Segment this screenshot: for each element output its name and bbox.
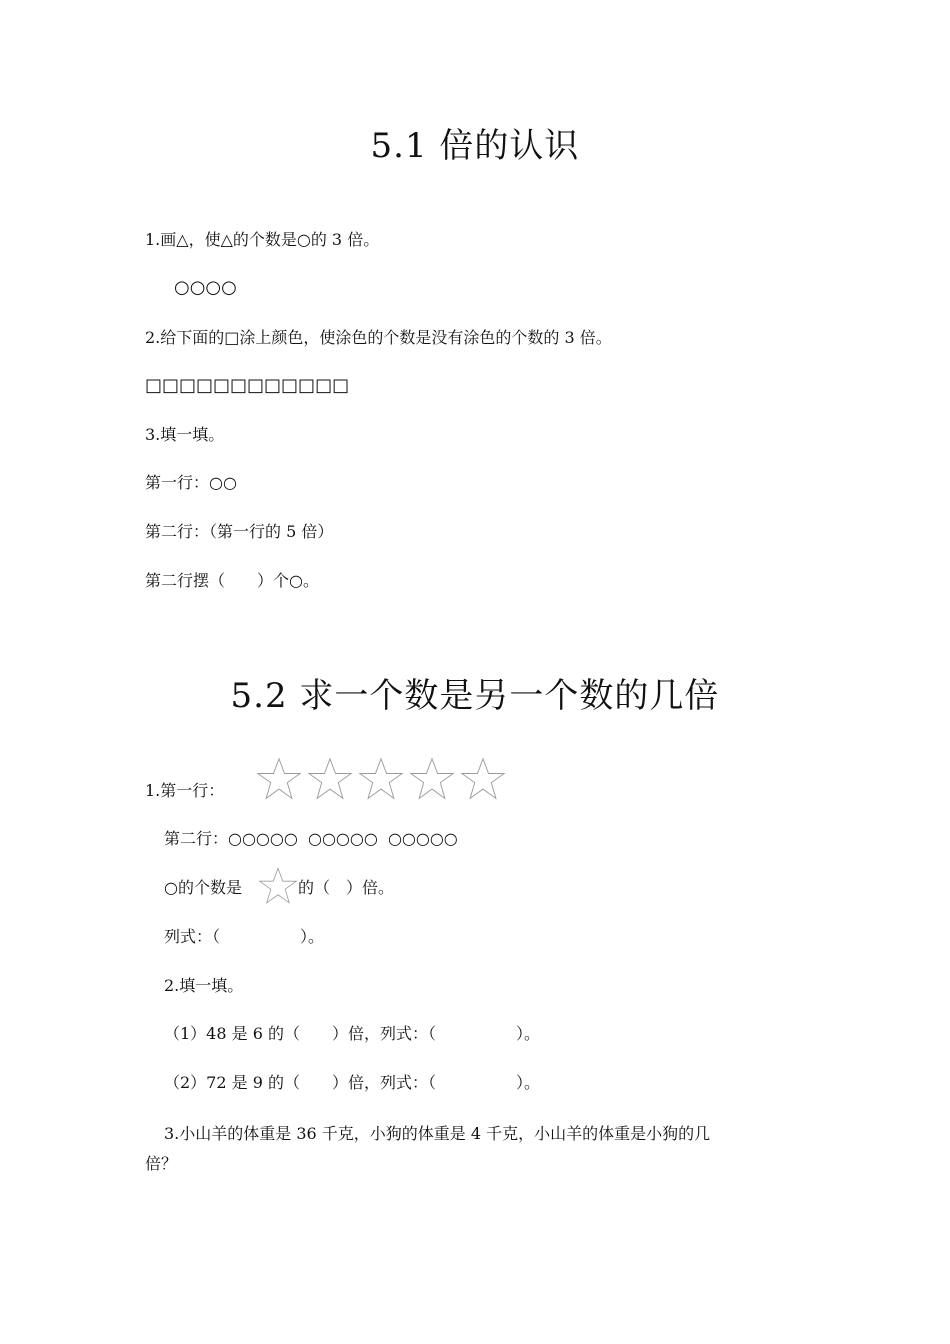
question-2-2: 2.填一填。 [164,976,244,995]
question-2-2-item-1: （1）48 是 6 的（ ）倍，列式：（ ）。 [164,1024,540,1043]
section-2-title: 5.2 求一个数是另一个数的几倍 [230,676,720,716]
question-2-1-prompt-end: 的（ ）倍。 [298,878,395,897]
star-icon [460,756,506,802]
question-1-2: 2.给下面的□涂上颜色，使涂色的个数是没有涂色的个数的 3 倍。 [145,328,612,347]
question-1-3: 3.填一填。 [145,425,225,444]
star-icon [409,756,455,802]
question-1-1-circles: ○○○○ [174,277,237,298]
question-1-1: 1.画△，使△的个数是○的 3 倍。 [145,230,380,249]
question-2-1-row-1-label: 1.第一行： [145,781,225,800]
star-icon [358,756,404,802]
question-2-1-row-2: 第二行：○○○○○ ○○○○○ ○○○○○ [164,829,458,848]
question-1-2-squares: □□□□□□□□□□□□ [145,375,350,396]
question-1-3-row-1: 第一行：○○ [145,473,237,492]
section-1-title: 5.1 倍的认识 [370,126,580,166]
question-1-3-answer: 第二行摆（ ）个○。 [145,571,319,590]
question-1-3-row-2: 第二行：（第一行的 5 倍） [145,522,334,541]
star-icon [307,756,353,802]
question-2-3-line-2: 倍？ [145,1154,178,1173]
star-row [256,756,511,802]
question-2-1-formula: 列式：（ ）。 [164,927,325,946]
question-2-3-line-1: 3.小山羊的体重是 36 千克，小狗的体重是 4 千克，小山羊的体重是小狗的几 [164,1124,711,1143]
question-2-2-item-2: （2）72 是 9 的（ ）倍，列式：（ ）。 [164,1073,540,1092]
star-icon [258,866,298,906]
star-icon [256,756,302,802]
question-2-1-prompt-start: ○的个数是 [164,878,242,897]
